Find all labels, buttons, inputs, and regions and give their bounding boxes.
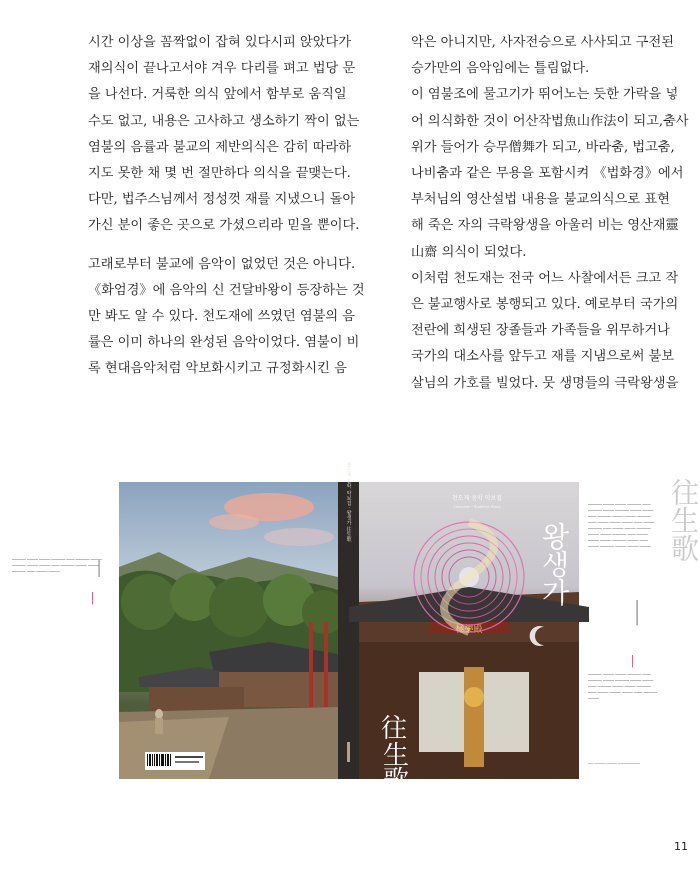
- text-line: 《화엄경》에 음악의 신 건달바왕이 등장하는 것: [88, 282, 365, 298]
- text-line: 률은 이미 하나의 완성된 음악이었다. 염불이 비: [88, 335, 360, 351]
- text-line: 록 현대음악처럼 악보화시키고 규정화시킨 음: [88, 361, 347, 377]
- text-line: 山齋 의식이 되었다.: [411, 244, 527, 260]
- text-line: 위가 들어가 승무僧舞가 되고, 바라춤, 법고춤,: [411, 139, 675, 155]
- book-flap-left-text: ▁▁▁▁▁ ▁▁▁▁ ▁▁▁▁ ▁▁▁▁▁ ▁▁▁ ▁▁▁▁▁ ▁▁▁▁ ▁▁▁▁▁ ▁▁▁▁ ▁▁▁▁ ▁▁▁ ▁▁▁▁▁ ▁▁▁▁ ▁▁▁▁ ▁▁▁▁▁ ▁▁▁ ▁▁▁▁ ▁▁▁▁: [12, 556, 102, 572]
- text-line: 승가만의 음악임에는 틀림없다.: [411, 61, 590, 77]
- paragraph: [88, 252, 365, 383]
- spine-title: 천도재 음악 악보집 · 왕생가 往生歌: [345, 462, 352, 542]
- text-line: 살님의 가호를 빌었다. 뭇 생명들의 극락왕생을: [411, 375, 679, 391]
- text-line: 어 의식화한 것이 어산작법魚山作法이 되고,춤사: [411, 113, 689, 129]
- book-flap-right-text: ▁▁▁▁▁ ▁▁▁▁ ▁▁▁▁ ▁▁▁▁▁ ▁▁▁ ▁▁▁▁▁ ▁▁▁▁ ▁▁▁▁▁ ▁▁▁▁ ▁▁▁▁ ▁▁▁ ▁▁▁▁▁ ▁▁▁▁ ▁▁▁▁ ▁▁▁▁▁ ▁▁▁ ▁▁▁▁ ▁▁▁▁ ▁▁▁▁ ▁▁▁ ▁▁▁▁ ▁▁▁▁▁ ▁▁▁ ▁▁▁▁ ▁▁▁▁ ▁▁▁▁▁ ▁▁▁▁ ▁▁▁▁ ▁▁▁▁▁ ▁▁▁ ▁▁▁▁ ▁▁▁▁ ▁▁▁▁ ▁▁▁▁▁ ▁▁▁▁ ▁▁▁ ▁▁▁▁ ▁▁▁▁▁ ▁▁▁▁ ▁▁▁▁ ▁▁▁▁: [588, 501, 655, 547]
- book-cover-image: [119, 462, 579, 796]
- flap-author-left-name: ▁▁▁▁: [92, 592, 97, 605]
- text-line: 해 죽은 자의 극락왕생을 아울러 비는 영산재靈: [411, 218, 679, 234]
- text-line: 부처님의 영산설법 내용을 불교의식으로 표현: [411, 192, 670, 208]
- spine-graphic: [338, 462, 359, 779]
- paragraph: [88, 30, 360, 240]
- body-text-right-column: [411, 30, 689, 397]
- hall-signboard: 極樂殿: [455, 625, 483, 635]
- text-line: 국가의 대소사를 앞두고 재를 지냄으로써 불보: [411, 349, 675, 365]
- text-line: 염불의 음률과 불교의 제반의식은 감히 따라하: [88, 139, 352, 155]
- flap-footer-note: ▁▁ ▁▁▁▁ ▁▁▁▁ ▁▁▁▁▁▁▁▁: [588, 760, 640, 764]
- cover-title-hanja-2: 生: [383, 741, 410, 771]
- text-line: 지도 못한 채 몇 번 절만하다 의식을 끝맺는다.: [88, 166, 351, 182]
- text-line: 전란에 희생된 장졸들과 가족들을 위무하거나: [411, 323, 670, 339]
- back-cover-photo: [119, 482, 338, 779]
- front-cover: [359, 482, 579, 796]
- flap-author-right: ▁▁▁▁▁▁: [636, 600, 642, 626]
- text-line: 이처럼 천도재는 전국 어느 사찰에서든 크고 작: [411, 270, 679, 286]
- text-line: 시간 이상을 꼼짝없이 잡혀 있다시피 앉았다가: [88, 35, 352, 50]
- text-line: 만 봐도 알 수 있다. 천도재에 쓰였던 염불의 음: [88, 309, 356, 325]
- flap-author-right-name: ▁▁▁▁: [632, 655, 637, 668]
- text-line: 가신 분이 좋은 곳으로 가셨으리라 믿을 뿐이다.: [88, 218, 360, 234]
- text-line: 고래로부터 불교에 음악이 없었던 것은 아니다.: [88, 256, 356, 272]
- text-line: 은 불교행사로 봉행되고 있다. 예로부터 국가의: [411, 297, 679, 313]
- temple-landscape-illustration: [119, 482, 338, 779]
- text-line: 다만, 법주스님께서 정성껏 재를 지냈으니 돌아: [88, 192, 356, 208]
- text-line: 나비춤과 같은 무용을 포함시켜 《법화경》에서: [411, 166, 684, 182]
- paragraph: [411, 30, 689, 397]
- flap-title-hanja: 往生歌: [667, 478, 700, 562]
- front-cover-graphic: [359, 482, 579, 796]
- cover-subtitle-en: Chandoje • Buddhist Music: [453, 505, 501, 509]
- page-number: 11: [674, 840, 688, 853]
- book-spine: [338, 462, 359, 779]
- text-line: 재의식이 끝나고서야 겨우 다리를 펴고 법당 문: [88, 61, 356, 77]
- cover-title-hanja-3: 歌: [383, 766, 410, 796]
- cover-title-hanja-1: 往: [381, 714, 408, 744]
- text-line: 수도 없고, 내용은 고사하고 생소하기 짝이 없는: [88, 113, 360, 129]
- flap-author-left: ▁▁▁▁: [98, 560, 104, 577]
- text-line: 이 염불조에 물고기가 뛰어노는 듯한 가락을 넣: [411, 87, 679, 103]
- body-text-left-column: [88, 30, 365, 383]
- book-flap-right-text-lower: ▁▁▁▁▁ ▁▁▁▁ ▁▁▁▁ ▁▁▁▁▁ ▁▁▁ ▁▁▁▁▁ ▁▁▁▁ ▁▁▁▁▁ ▁▁▁▁ ▁▁▁▁ ▁▁▁ ▁▁▁▁▁ ▁▁▁▁ ▁▁▁▁ ▁▁▁▁▁ ▁▁▁ ▁▁▁▁ ▁▁▁▁ ▁▁▁▁ ▁▁▁ ▁▁▁▁▁ ▁▁▁▁: [588, 671, 658, 699]
- cover-subtitle: 천도재 음악 악보집: [451, 495, 503, 502]
- cover-title-hangul: 왕생가: [537, 522, 571, 606]
- text-line: 을 나선다. 거룩한 의식 앞에서 함부로 움직일: [88, 87, 347, 103]
- text-line: 악은 아니지만, 사자전승으로 사사되고 구전된: [411, 35, 675, 50]
